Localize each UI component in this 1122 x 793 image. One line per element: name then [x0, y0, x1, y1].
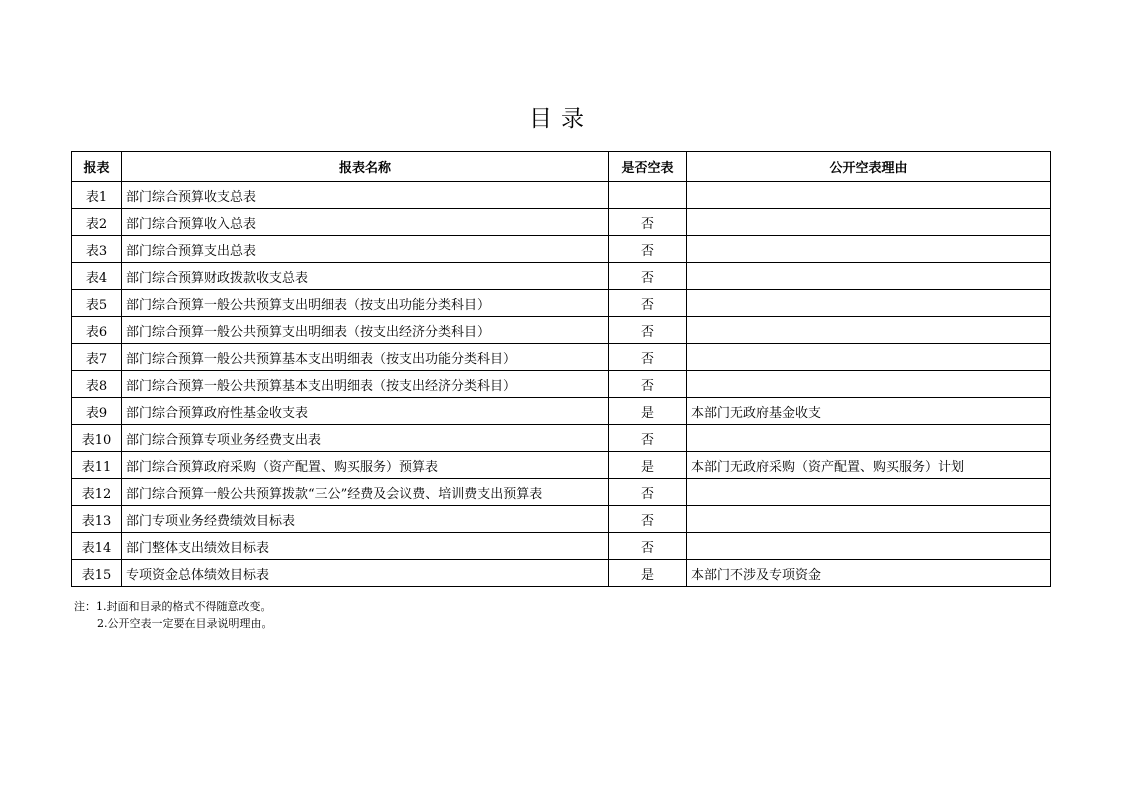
report-id: 表6: [72, 317, 122, 344]
is-empty-flag: [609, 182, 687, 209]
empty-reason: [687, 290, 1051, 317]
table-row: [72, 452, 1051, 479]
table-row: [72, 371, 1051, 398]
empty-reason: 本部门无政府采购（资产配置、购买服务）计划: [687, 452, 1051, 479]
report-name: 专项资金总体绩效目标表: [122, 560, 609, 587]
table-row: [72, 398, 1051, 425]
empty-reason: [687, 506, 1051, 533]
report-name: 部门综合预算支出总表: [122, 236, 609, 263]
report-id: 表11: [72, 452, 122, 479]
is-empty-flag: 否: [609, 290, 687, 317]
is-empty-flag: 否: [609, 533, 687, 560]
empty-reason: 本部门不涉及专项资金: [687, 560, 1051, 587]
report-id: 表4: [72, 263, 122, 290]
is-empty-flag: 否: [609, 317, 687, 344]
report-name: 部门专项业务经费绩效目标表: [122, 506, 609, 533]
report-name: 部门综合预算一般公共预算拨款“三公”经费及会议费、培训费支出预算表: [122, 479, 609, 506]
toc-table: [71, 151, 1051, 587]
is-empty-flag: 否: [609, 209, 687, 236]
report-id: 表1: [72, 182, 122, 209]
is-empty-flag: 否: [609, 479, 687, 506]
report-name: 部门综合预算一般公共预算基本支出明细表（按支出功能分类科目）: [122, 344, 609, 371]
report-id: 表3: [72, 236, 122, 263]
empty-reason: [687, 533, 1051, 560]
report-name: 部门综合预算一般公共预算支出明细表（按支出功能分类科目）: [122, 290, 609, 317]
report-id: 表2: [72, 209, 122, 236]
table-row: [72, 263, 1051, 290]
empty-reason: [687, 425, 1051, 452]
report-id: 表15: [72, 560, 122, 587]
is-empty-flag: 是: [609, 398, 687, 425]
table-row: [72, 236, 1051, 263]
report-name: 部门整体支出绩效目标表: [122, 533, 609, 560]
report-name: 部门综合预算收支总表: [122, 182, 609, 209]
report-id: 表14: [72, 533, 122, 560]
is-empty-flag: 是: [609, 560, 687, 587]
header-report: 报表: [72, 152, 122, 182]
footnote-line-1: 注：1.封面和目录的格式不得随意改变。: [74, 600, 272, 613]
report-id: 表7: [72, 344, 122, 371]
table-row: [72, 560, 1051, 587]
report-id: 表10: [72, 425, 122, 452]
table-row: [72, 533, 1051, 560]
report-name: 部门综合预算政府采购（资产配置、购买服务）预算表: [122, 452, 609, 479]
is-empty-flag: 否: [609, 506, 687, 533]
table-row: [72, 479, 1051, 506]
empty-reason: [687, 236, 1051, 263]
header-report-name: 报表名称: [122, 152, 609, 182]
table-row: [72, 209, 1051, 236]
table-row: [72, 506, 1051, 533]
header-empty-reason: 公开空表理由: [687, 152, 1051, 182]
empty-reason: 本部门无政府基金收支: [687, 398, 1051, 425]
is-empty-flag: 否: [609, 263, 687, 290]
footnote-line-2: 2.公开空表一定要在目录说明理由。: [97, 617, 273, 630]
empty-reason: [687, 371, 1051, 398]
report-name: 部门综合预算政府性基金收支表: [122, 398, 609, 425]
is-empty-flag: 否: [609, 425, 687, 452]
report-name: 部门综合预算一般公共预算支出明细表（按支出经济分类科目）: [122, 317, 609, 344]
report-name: 部门综合预算一般公共预算基本支出明细表（按支出经济分类科目）: [122, 371, 609, 398]
is-empty-flag: 否: [609, 371, 687, 398]
report-name: 部门综合预算收入总表: [122, 209, 609, 236]
header-is-empty: 是否空表: [609, 152, 687, 182]
table-header-row: [72, 152, 1051, 182]
report-name: 部门综合预算财政拨款收支总表: [122, 263, 609, 290]
report-id: 表8: [72, 371, 122, 398]
empty-reason: [687, 479, 1051, 506]
report-id: 表12: [72, 479, 122, 506]
table-row: [72, 290, 1051, 317]
is-empty-flag: 是: [609, 452, 687, 479]
footnotes: [74, 598, 273, 632]
report-id: 表5: [72, 290, 122, 317]
empty-reason: [687, 209, 1051, 236]
is-empty-flag: 否: [609, 236, 687, 263]
empty-reason: [687, 344, 1051, 371]
empty-reason: [687, 182, 1051, 209]
page-title: 目录: [529, 106, 593, 132]
table-row: [72, 182, 1051, 209]
table-row: [72, 317, 1051, 344]
report-id: 表13: [72, 506, 122, 533]
is-empty-flag: 否: [609, 344, 687, 371]
table-row: [72, 425, 1051, 452]
empty-reason: [687, 263, 1051, 290]
empty-reason: [687, 317, 1051, 344]
table-row: [72, 344, 1051, 371]
report-name: 部门综合预算专项业务经费支出表: [122, 425, 609, 452]
report-id: 表9: [72, 398, 122, 425]
